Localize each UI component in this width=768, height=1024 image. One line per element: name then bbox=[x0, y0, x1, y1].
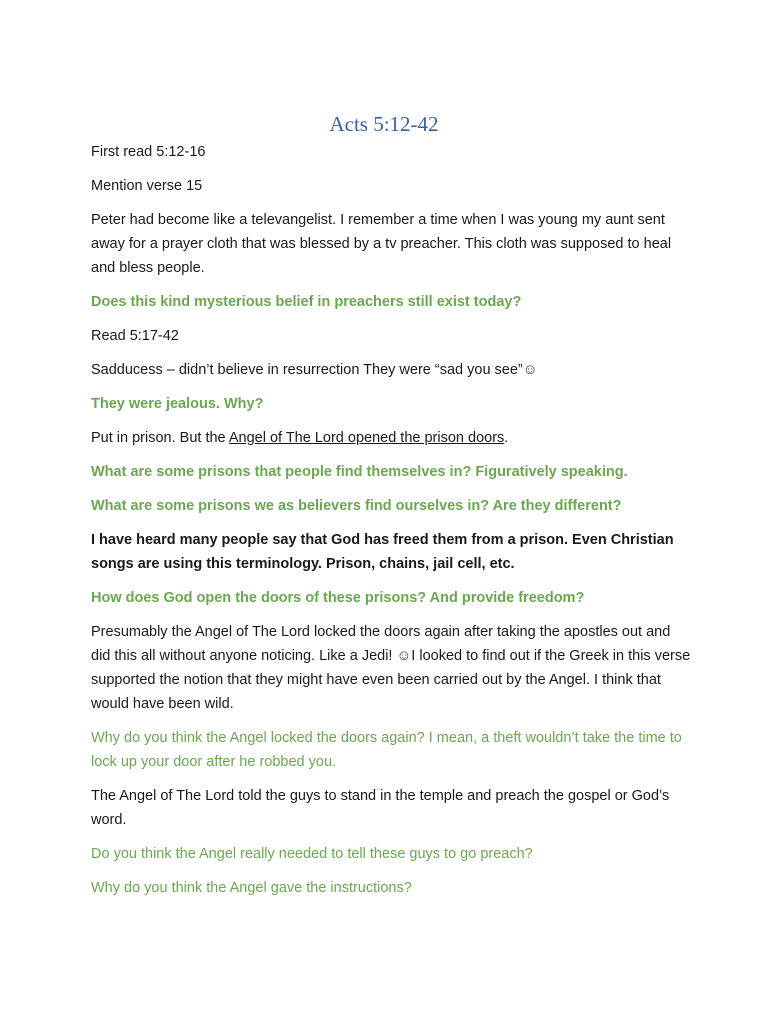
paragraph-prison bbox=[91, 426, 691, 450]
paragraph-first-read: First read 5:12-16 bbox=[91, 144, 206, 160]
prison-text-start: Put in prison. But the bbox=[91, 430, 229, 446]
prison-text-end: . bbox=[504, 430, 509, 446]
prison-text-underlined: Angel of The Lord opened the prison doors bbox=[228, 430, 505, 446]
question-locked-doors: Why do you think the Angel locked the doors again? I mean, a theft wouldn’t take the time to lock up your door after he robbed you. bbox=[91, 730, 682, 770]
question-open-doors: How does God open the doors of these prisons? And provide freedom? bbox=[91, 590, 585, 606]
question-prisons-people: What are some prisons that people find themselves in? Figuratively speaking. bbox=[91, 464, 628, 480]
question-prisons-believers: What are some prisons we as believers find ourselves in? Are they different? bbox=[91, 498, 622, 514]
paragraph-televangelist: Peter had become like a televangelist. I remember a time when I was young my aunt sent away for a prayer cloth that was blessed by a tv preacher. This cloth was supposed to heal and bless people. bbox=[91, 212, 672, 276]
paragraph-mention-verse: Mention verse 15 bbox=[91, 178, 203, 194]
question-mysterious-belief: Does this kind mysterious belief in preachers still exist today? bbox=[91, 294, 522, 310]
paragraph-preach: The Angel of The Lord told the guys to stand in the temple and preach the gospel or God’s word. bbox=[91, 788, 670, 828]
question-needed-to-tell: Do you think the Angel really needed to tell these guys to go preach? bbox=[91, 846, 533, 862]
paragraph-freed-from-prison: I have heard many people say that God has freed them from a prison. Even Christian songs are using this terminology. Prison, chains, jail cell, etc. bbox=[91, 532, 674, 572]
paragraph-read: Read 5:17-42 bbox=[91, 328, 179, 344]
paragraph-sadducess: Sadducess – didn’t believe in resurrection They were “sad you see”☺ bbox=[91, 362, 538, 378]
question-instructions: Why do you think the Angel gave the instructions? bbox=[91, 880, 412, 896]
document-body bbox=[91, 140, 691, 910]
question-jealous: They were jealous. Why? bbox=[91, 396, 264, 412]
page-title: Acts 5:12-42 bbox=[329, 112, 439, 136]
paragraph-presumably: Presumably the Angel of The Lord locked the doors again after taking the apostles out and did this all without anyone noticing. Like a Jedi! ☺I looked to find out if the Greek in this verse supported the notion that they might have even been carried out by the Angel. I think that would have been wild. bbox=[91, 624, 691, 712]
